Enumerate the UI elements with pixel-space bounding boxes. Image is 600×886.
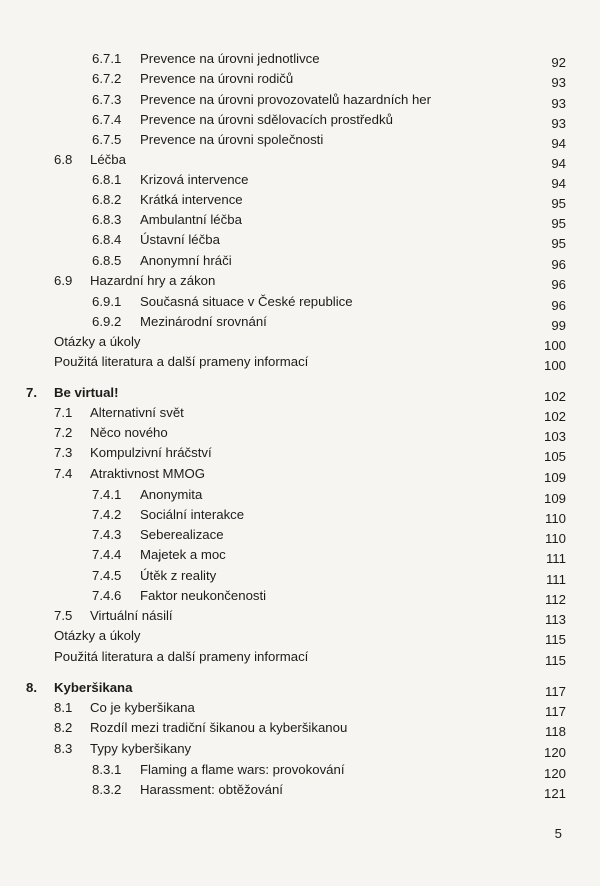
toc-entry-page: 99 <box>551 318 566 333</box>
toc-entry-number: 6.8.3 <box>92 212 122 227</box>
toc-entry <box>0 210 600 230</box>
toc-entry <box>0 130 600 150</box>
toc-entry-title: Použitá literatura a další prameny informací <box>54 649 309 664</box>
toc-entry-title: Rozdíl mezi tradiční šikanou a kyberšikanou <box>90 720 348 735</box>
toc-entry-title: Prevence na úrovni jednotlivce <box>140 51 320 66</box>
toc-entry-page: 121 <box>543 786 566 801</box>
toc-entry-number: 7.2 <box>54 425 73 440</box>
toc-entry-title: Prevence na úrovni provozovatelů hazardních her <box>140 92 432 107</box>
toc-entry <box>0 69 600 89</box>
toc-entry <box>0 190 600 210</box>
toc-entry <box>0 403 600 423</box>
toc-entry-title: Sociální interakce <box>140 507 245 522</box>
toc-entry <box>0 718 600 738</box>
toc-entry-title: Krátká intervence <box>140 192 243 207</box>
toc-entry-page: 111 <box>545 551 566 566</box>
toc-entry-page: 111 <box>545 572 566 587</box>
toc-entry-page: 96 <box>551 257 566 272</box>
toc-chapter-title: Be virtual! <box>54 385 119 400</box>
page-number: 5 <box>554 826 562 841</box>
toc-entry <box>0 566 600 586</box>
toc-entry-title: Útěk z reality <box>140 568 217 583</box>
toc-entry-number: 7.4.5 <box>92 568 122 583</box>
toc-entry-number: 6.9 <box>54 273 73 288</box>
toc-entry-title: Seberealizace <box>140 527 224 542</box>
toc-entry-title: Ambulantní léčba <box>140 212 242 227</box>
toc-entry-number: 7.4.6 <box>92 588 122 603</box>
toc-entry-number: 7.4.1 <box>92 487 122 502</box>
toc-entry <box>0 647 600 667</box>
toc-entry-title: Současná situace v České republice <box>140 294 353 309</box>
toc-entry-number: 6.8 <box>54 152 73 167</box>
toc-entry-title: Krizová intervence <box>140 172 249 187</box>
toc-entry-title: Majetek a moc <box>140 547 226 562</box>
toc-entry-number: 6.7.3 <box>92 92 122 107</box>
toc-entry-page: 94 <box>551 136 566 151</box>
toc-entry-title: Anonymní hráči <box>140 253 232 268</box>
toc-entry-page: 96 <box>551 298 566 313</box>
toc-entry <box>0 525 600 545</box>
toc-entry-page: 95 <box>551 216 566 231</box>
toc-entry <box>0 464 600 484</box>
toc-entry-page: 112 <box>544 592 566 607</box>
toc-entry-page: 94 <box>551 156 566 171</box>
toc-entry-page: 120 <box>543 766 566 781</box>
toc-entry <box>0 90 600 110</box>
toc-entry-number: 8.3.2 <box>92 782 122 797</box>
toc-entry-page: 94 <box>551 176 566 191</box>
toc-entry-page: 95 <box>551 196 566 211</box>
toc-entry-page: 100 <box>543 358 566 373</box>
toc-chapter <box>0 383 600 403</box>
toc-entry <box>0 352 600 372</box>
toc-entry-page: 105 <box>543 449 566 464</box>
toc-entry-page: 115 <box>544 653 566 668</box>
toc-entry-title: Otázky a úkoly <box>54 334 141 349</box>
toc-entry <box>0 312 600 332</box>
toc-entry-number: 7.5 <box>54 608 73 623</box>
toc-entry-number: 6.9.1 <box>92 294 122 309</box>
toc-entry-page: 117 <box>544 684 566 699</box>
toc-entry <box>0 505 600 525</box>
toc-entry-title: Prevence na úrovni rodičů <box>140 71 294 86</box>
toc-entry <box>0 110 600 130</box>
toc-entry <box>0 698 600 718</box>
toc-entry-title: Použitá literatura a další prameny informací <box>54 354 309 369</box>
toc-entry-title: Léčba <box>90 152 126 167</box>
toc-entry <box>0 586 600 606</box>
toc-entry-title: Co je kyberšikana <box>90 700 195 715</box>
toc-entry-number: 8.3.1 <box>92 762 122 777</box>
toc-entry-number: 6.8.5 <box>92 253 122 268</box>
toc-entry-page: 96 <box>551 277 566 292</box>
toc-entry-title: Typy kyberšikany <box>90 741 192 756</box>
toc-entry-number: 8.2 <box>54 720 73 735</box>
toc-entry <box>0 271 600 291</box>
toc-entry-number: 6.7.2 <box>92 71 122 86</box>
toc-entry-page: 117 <box>544 704 566 719</box>
toc-entry-page: 95 <box>551 236 566 251</box>
toc-entry-page: 92 <box>551 55 566 70</box>
toc-entry-title: Něco nového <box>90 425 168 440</box>
toc-entry-page: 109 <box>543 491 566 506</box>
toc-entry-number: 7.1 <box>54 405 73 420</box>
toc-entry-page: 100 <box>543 338 566 353</box>
toc-entry <box>0 230 600 250</box>
toc-entry-page: 110 <box>544 531 566 546</box>
toc-entry-page: 102 <box>543 409 566 424</box>
toc-entry <box>0 49 600 69</box>
toc-entry-number: 6.7.5 <box>92 132 122 147</box>
toc-entry-page: 110 <box>544 511 566 526</box>
toc-chapter <box>0 678 600 698</box>
toc-entry-title: Alternativní svět <box>90 405 184 420</box>
toc-entry-title: Prevence na úrovni společnosti <box>140 132 324 147</box>
toc-entry-number: 6.8.1 <box>92 172 122 187</box>
toc-entry <box>0 332 600 352</box>
toc-entry-page: 102 <box>543 389 566 404</box>
toc-entry-page: 103 <box>543 429 566 444</box>
toc-entry-number: 8.1 <box>54 700 73 715</box>
toc-entry-title: Flaming a flame wars: provokování <box>140 762 345 777</box>
toc-entry <box>0 606 600 626</box>
toc-entry-title: Prevence na úrovni sdělovacích prostředků <box>140 112 393 127</box>
toc-entry-title: Kompulzivní hráčství <box>90 445 212 460</box>
toc-entry <box>0 443 600 463</box>
toc-chapter-title: Kyberšikana <box>54 680 133 695</box>
toc-entry-title: Otázky a úkoly <box>54 628 141 643</box>
toc-entry-title: Virtuální násilí <box>90 608 173 623</box>
toc-chapter-number: 7. <box>26 385 37 400</box>
toc-entry-number: 6.9.2 <box>92 314 122 329</box>
toc-entry-number: 6.7.1 <box>92 51 122 66</box>
toc-entry-title: Anonymita <box>140 487 203 502</box>
toc-entry-page: 93 <box>551 75 566 90</box>
toc-entry <box>0 485 600 505</box>
toc-entry-page: 93 <box>551 116 566 131</box>
toc-chapter-number: 8. <box>26 680 37 695</box>
toc-entry-number: 6.8.2 <box>92 192 122 207</box>
toc-entry-number: 7.4.3 <box>92 527 122 542</box>
toc-entry <box>0 170 600 190</box>
toc-entry-number: 6.7.4 <box>92 112 122 127</box>
toc-entry-title: Harassment: obtěžování <box>140 782 283 797</box>
toc-entry-title: Ústavní léčba <box>140 232 220 247</box>
toc-entry-page: 118 <box>544 724 566 739</box>
toc-entry-page: 115 <box>544 632 566 647</box>
toc-entry-page: 109 <box>543 470 566 485</box>
toc-entry-number: 8.3 <box>54 741 73 756</box>
toc-entry-page: 93 <box>551 96 566 111</box>
toc-entry-title: Atraktivnost MMOG <box>90 466 206 481</box>
toc-entry-title: Mezinárodní srovnání <box>140 314 267 329</box>
toc-entry-page: 120 <box>543 745 566 760</box>
toc-entry-number: 7.4 <box>54 466 73 481</box>
toc-entry <box>0 292 600 312</box>
toc-entry-page: 113 <box>544 612 566 627</box>
toc-entry <box>0 760 600 780</box>
toc-entry-number: 7.4.2 <box>92 507 122 522</box>
toc-entry <box>0 780 600 800</box>
toc-entry <box>0 739 600 759</box>
toc-entry-number: 7.3 <box>54 445 73 460</box>
toc-entry-number: 6.8.4 <box>92 232 122 247</box>
toc-entry <box>0 150 600 170</box>
toc-entry <box>0 423 600 443</box>
toc-entry-title: Hazardní hry a zákon <box>90 273 216 288</box>
toc-entry <box>0 545 600 565</box>
toc-entry <box>0 626 600 646</box>
toc-entry-title: Faktor neukončenosti <box>140 588 267 603</box>
toc-entry-number: 7.4.4 <box>92 547 122 562</box>
toc-entry <box>0 251 600 271</box>
